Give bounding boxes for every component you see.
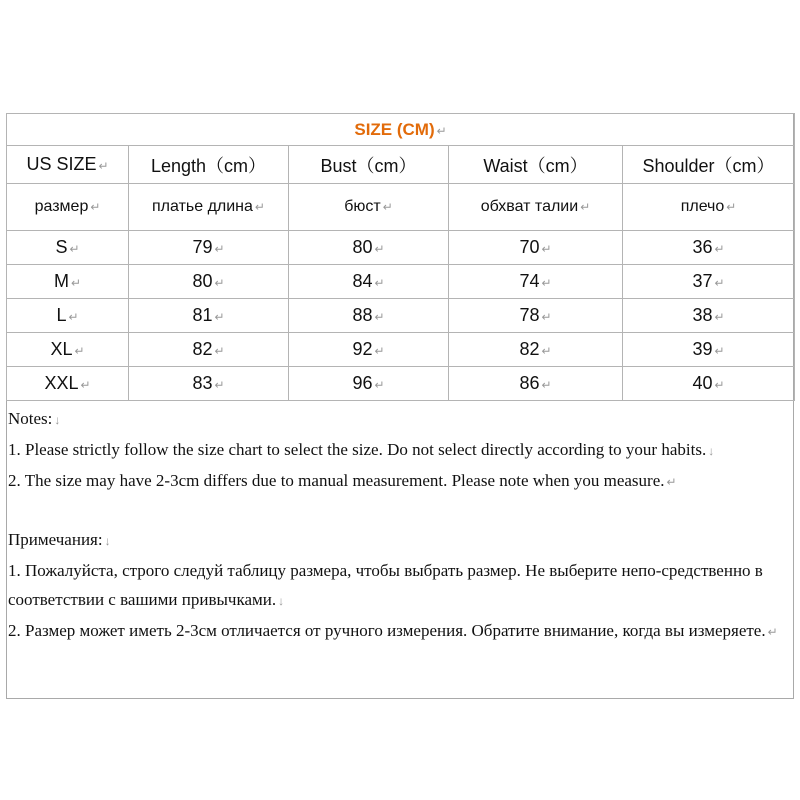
notes-heading-text: Notes: (8, 409, 53, 428)
cell-value: 82 (192, 339, 213, 359)
paragraph-mark: ↓ (104, 534, 111, 548)
paragraph-mark: ↵ (374, 378, 385, 392)
spacer (8, 497, 792, 525)
paragraph-mark: ↵ (382, 200, 393, 214)
header-row-english (7, 146, 795, 184)
paragraph-mark: ↵ (69, 242, 80, 256)
paragraph-mark: ↵ (374, 242, 385, 256)
header-label: Length（cm） (150, 155, 267, 176)
paragraph-mark: ↵ (374, 344, 385, 358)
cell-value: 81 (192, 305, 213, 325)
header-label: плечо (680, 198, 725, 215)
notes-heading-russian (8, 525, 792, 556)
table-title: SIZE (CM) (354, 119, 435, 139)
cell-bust (289, 231, 449, 265)
cell-value: 92 (352, 339, 373, 359)
paragraph-mark: ↵ (68, 310, 79, 324)
cell-value: 83 (192, 373, 213, 393)
cell-value: S (55, 237, 68, 257)
header-ru-bust (289, 184, 449, 231)
cell-value: 88 (352, 305, 373, 325)
paragraph-mark: ↵ (767, 625, 778, 639)
table-row (7, 367, 795, 401)
paragraph-mark: ↵ (541, 242, 552, 256)
paragraph-mark: ↵ (214, 344, 225, 358)
cell-bust (289, 299, 449, 333)
cell-size (7, 265, 129, 299)
cell-size (7, 367, 129, 401)
paragraph-mark: ↵ (714, 276, 725, 290)
cell-value: 84 (352, 271, 373, 291)
paragraph-mark: ↵ (714, 344, 725, 358)
paragraph-mark: ↵ (254, 200, 265, 214)
cell-length (129, 231, 289, 265)
header-label: Shoulder（cm） (642, 155, 775, 176)
note-item (8, 556, 792, 616)
cell-value: 96 (352, 373, 373, 393)
table-title-cell (7, 114, 795, 146)
size-table (6, 113, 795, 401)
paragraph-mark: ↵ (714, 378, 725, 392)
paragraph-mark: ↵ (214, 276, 225, 290)
cell-value: 79 (192, 237, 213, 257)
paragraph-mark: ↓ (54, 413, 61, 427)
cell-value: M (53, 271, 69, 291)
note-item (8, 466, 792, 497)
header-label: бюст (344, 198, 381, 215)
cell-length (129, 333, 289, 367)
paragraph-mark: ↵ (80, 378, 91, 392)
note-text: 2. The size may have 2-3cm differs due to manual measurement. Please note when you measure. (8, 471, 665, 490)
cell-value: 37 (692, 271, 713, 291)
paragraph-mark: ↵ (436, 123, 447, 138)
cell-length (129, 299, 289, 333)
paragraph-mark: ↵ (541, 378, 552, 392)
paragraph-mark: ↵ (580, 200, 591, 214)
cell-waist (449, 367, 623, 401)
header-shoulder (623, 146, 795, 184)
header-ru-size (7, 184, 129, 231)
cell-value: XL (50, 339, 73, 359)
cell-shoulder (623, 299, 795, 333)
table-row (7, 231, 795, 265)
paragraph-mark: ↓ (278, 594, 285, 608)
header-ru-length (129, 184, 289, 231)
paragraph-mark: ↵ (541, 344, 552, 358)
cell-value: 39 (692, 339, 713, 359)
cell-value: XXL (44, 373, 79, 393)
paragraph-mark: ↵ (90, 200, 101, 214)
note-text: 2. Размер может иметь 2-3см отличается от ручного измерения. Обратите внимание, когда вы измеряете. (8, 621, 766, 640)
paragraph-mark: ↵ (214, 310, 225, 324)
table-row (7, 299, 795, 333)
header-label: платье длина (152, 198, 253, 215)
cell-shoulder (623, 231, 795, 265)
header-ru-waist (449, 184, 623, 231)
cell-value: L (56, 305, 67, 325)
paragraph-mark: ↵ (541, 310, 552, 324)
header-label: обхват талии (480, 198, 579, 215)
header-waist (449, 146, 623, 184)
cell-value: 80 (192, 271, 213, 291)
header-row-russian (7, 184, 795, 231)
cell-value: 70 (519, 237, 540, 257)
cell-value: 80 (352, 237, 373, 257)
cell-value: 40 (692, 373, 713, 393)
cell-shoulder (623, 367, 795, 401)
table-row (7, 265, 795, 299)
cell-shoulder (623, 333, 795, 367)
paragraph-mark: ↵ (714, 242, 725, 256)
note-item (8, 616, 792, 647)
cell-waist (449, 231, 623, 265)
notes-section (8, 404, 792, 647)
paragraph-mark: ↵ (98, 159, 109, 173)
cell-shoulder (623, 265, 795, 299)
table-title-row (7, 114, 795, 146)
cell-bust (289, 265, 449, 299)
header-label: Waist（cm） (483, 155, 588, 176)
cell-size (7, 231, 129, 265)
header-us-size (7, 146, 129, 184)
cell-waist (449, 333, 623, 367)
paragraph-mark: ↵ (726, 200, 737, 214)
cell-value: 78 (519, 305, 540, 325)
paragraph-mark: ↵ (214, 242, 225, 256)
notes-heading-text: Примечания: (8, 530, 103, 549)
header-label: размер (34, 198, 89, 215)
notes-heading-english (8, 404, 792, 435)
paragraph-mark: ↓ (708, 444, 715, 458)
cell-value: 82 (519, 339, 540, 359)
cell-value: 38 (692, 305, 713, 325)
cell-length (129, 367, 289, 401)
cell-waist (449, 265, 623, 299)
note-text: 1. Пожалуйста, строго следуй таблицу размера, чтобы выбрать размер. Не выберите непо-средственно в соответствии с вашими привычками. (8, 561, 763, 609)
header-ru-shoulder (623, 184, 795, 231)
paragraph-mark: ↵ (666, 475, 677, 489)
paragraph-mark: ↵ (374, 276, 385, 290)
cell-size (7, 333, 129, 367)
cell-length (129, 265, 289, 299)
cell-waist (449, 299, 623, 333)
header-length (129, 146, 289, 184)
paragraph-mark: ↵ (714, 310, 725, 324)
paragraph-mark: ↵ (541, 276, 552, 290)
cell-value: 86 (519, 373, 540, 393)
header-label: US SIZE (26, 154, 97, 174)
note-item (8, 435, 792, 466)
paragraph-mark: ↵ (70, 276, 82, 290)
header-label: Bust（cm） (320, 155, 417, 176)
paragraph-mark: ↵ (214, 378, 225, 392)
cell-bust (289, 333, 449, 367)
paragraph-mark: ↵ (74, 344, 85, 358)
table-row (7, 333, 795, 367)
cell-value: 74 (519, 271, 540, 291)
cell-size (7, 299, 129, 333)
cell-bust (289, 367, 449, 401)
paragraph-mark: ↵ (374, 310, 385, 324)
header-bust (289, 146, 449, 184)
note-text: 1. Please strictly follow the size chart to select the size. Do not select directly according to your habits. (8, 440, 707, 459)
cell-value: 36 (692, 237, 713, 257)
